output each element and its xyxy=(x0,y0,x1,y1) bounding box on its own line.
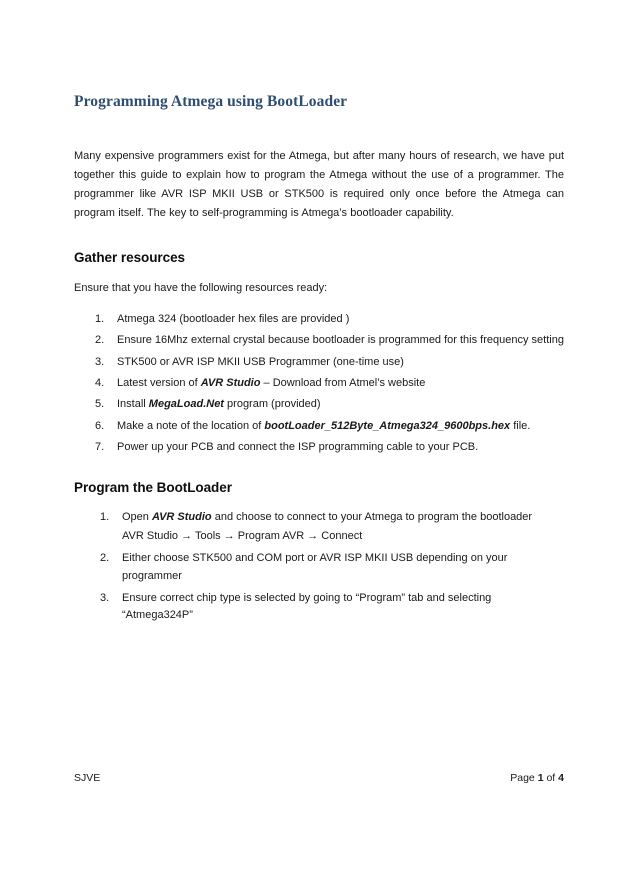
list-item-text: Power up your PCB and connect the ISP programming cable to your PCB. xyxy=(117,441,479,454)
program-bootloader-list xyxy=(79,509,564,625)
list-item-text: Make a note of the location of bootLoader_512Byte_Atmega324_9600bps.hex file. xyxy=(117,419,531,432)
footer-total-pages: 4 xyxy=(558,772,564,784)
list-item xyxy=(74,396,564,414)
list-item-text: Open AVR Studio and choose to connect to your Atmega to program the bootloader xyxy=(122,511,533,524)
footer-author: SJVE xyxy=(74,772,101,784)
list-item-text: STK500 or AVR ISP MKII USB Programmer (one-time use) xyxy=(117,355,404,368)
list-item xyxy=(79,550,564,586)
list-marker: 1. xyxy=(100,511,110,524)
list-item xyxy=(74,418,564,436)
list-marker: 3. xyxy=(100,591,110,604)
list-item xyxy=(79,590,564,626)
list-marker: 1. xyxy=(95,313,105,326)
list-marker: 4. xyxy=(95,377,105,390)
list-item xyxy=(74,311,564,329)
emphasis-text-filename: bootLoader_512Byte_Atmega324_9600bps.hex xyxy=(264,419,511,432)
footer-page-word: Page xyxy=(510,772,535,784)
list-item xyxy=(74,354,564,372)
list-item xyxy=(79,509,564,546)
list-item-subline: AVR Studio → Tools → Program AVR → Connect xyxy=(122,530,363,543)
section-heading-program-bootloader: Program the BootLoader xyxy=(74,479,232,495)
list-marker: 5. xyxy=(95,398,105,411)
list-item xyxy=(74,439,564,457)
list-marker: 3. xyxy=(95,355,105,368)
list-marker: 2. xyxy=(100,552,110,564)
list-item-text: Latest version of AVR Studio – Download from Atmel’s website xyxy=(117,377,426,390)
list-item-text: Ensure 16Mhz external crystal because bootloader is programmed for this frequency setting xyxy=(117,334,564,347)
emphasis-text: MegaLoad.Net xyxy=(148,398,224,411)
page-footer xyxy=(74,772,564,784)
section-lead-in-gather-resources: Ensure that you have the following resources ready: xyxy=(74,281,328,294)
list-item-text: Ensure correct chip type is selected by going to “Program” tab and selecting “Atmega324P” xyxy=(122,591,492,622)
document-body xyxy=(74,92,564,879)
list-item-text: Atmega 324 (bootloader hex files are provided ) xyxy=(117,313,350,326)
footer-page-number xyxy=(510,772,564,784)
list-item-text: Either choose STK500 and COM port or AVR ISP MKII USB depending on your programmer xyxy=(122,552,508,582)
list-item xyxy=(74,375,564,393)
list-marker: 6. xyxy=(95,419,105,432)
gather-resources-list xyxy=(74,311,564,457)
footer-current-page: 1 xyxy=(537,772,544,784)
list-marker: 7. xyxy=(95,441,105,454)
footer-of-word: of xyxy=(546,772,556,784)
intro-paragraph: Many expensive programmers exist for the Atmega, but after many hours of research, we have put together this guide to explain how to program the Atmega without the use of a programmer. The programmer like AVR ISP MKII USB or STK500 is required only once before the Atmega can program itself. The key to self-programming is Atmega’s bootloader capability. xyxy=(74,150,564,220)
list-item xyxy=(74,332,564,350)
page-whitespace xyxy=(74,629,564,879)
emphasis-text: AVR Studio xyxy=(151,511,212,524)
list-marker: 2. xyxy=(95,334,105,347)
page-title: Programming Atmega using BootLoader xyxy=(74,93,348,110)
section-heading-gather-resources: Gather resources xyxy=(74,250,186,265)
emphasis-text: AVR Studio xyxy=(200,377,261,390)
list-item-text: Install MegaLoad.Net program (provided) xyxy=(117,398,321,411)
